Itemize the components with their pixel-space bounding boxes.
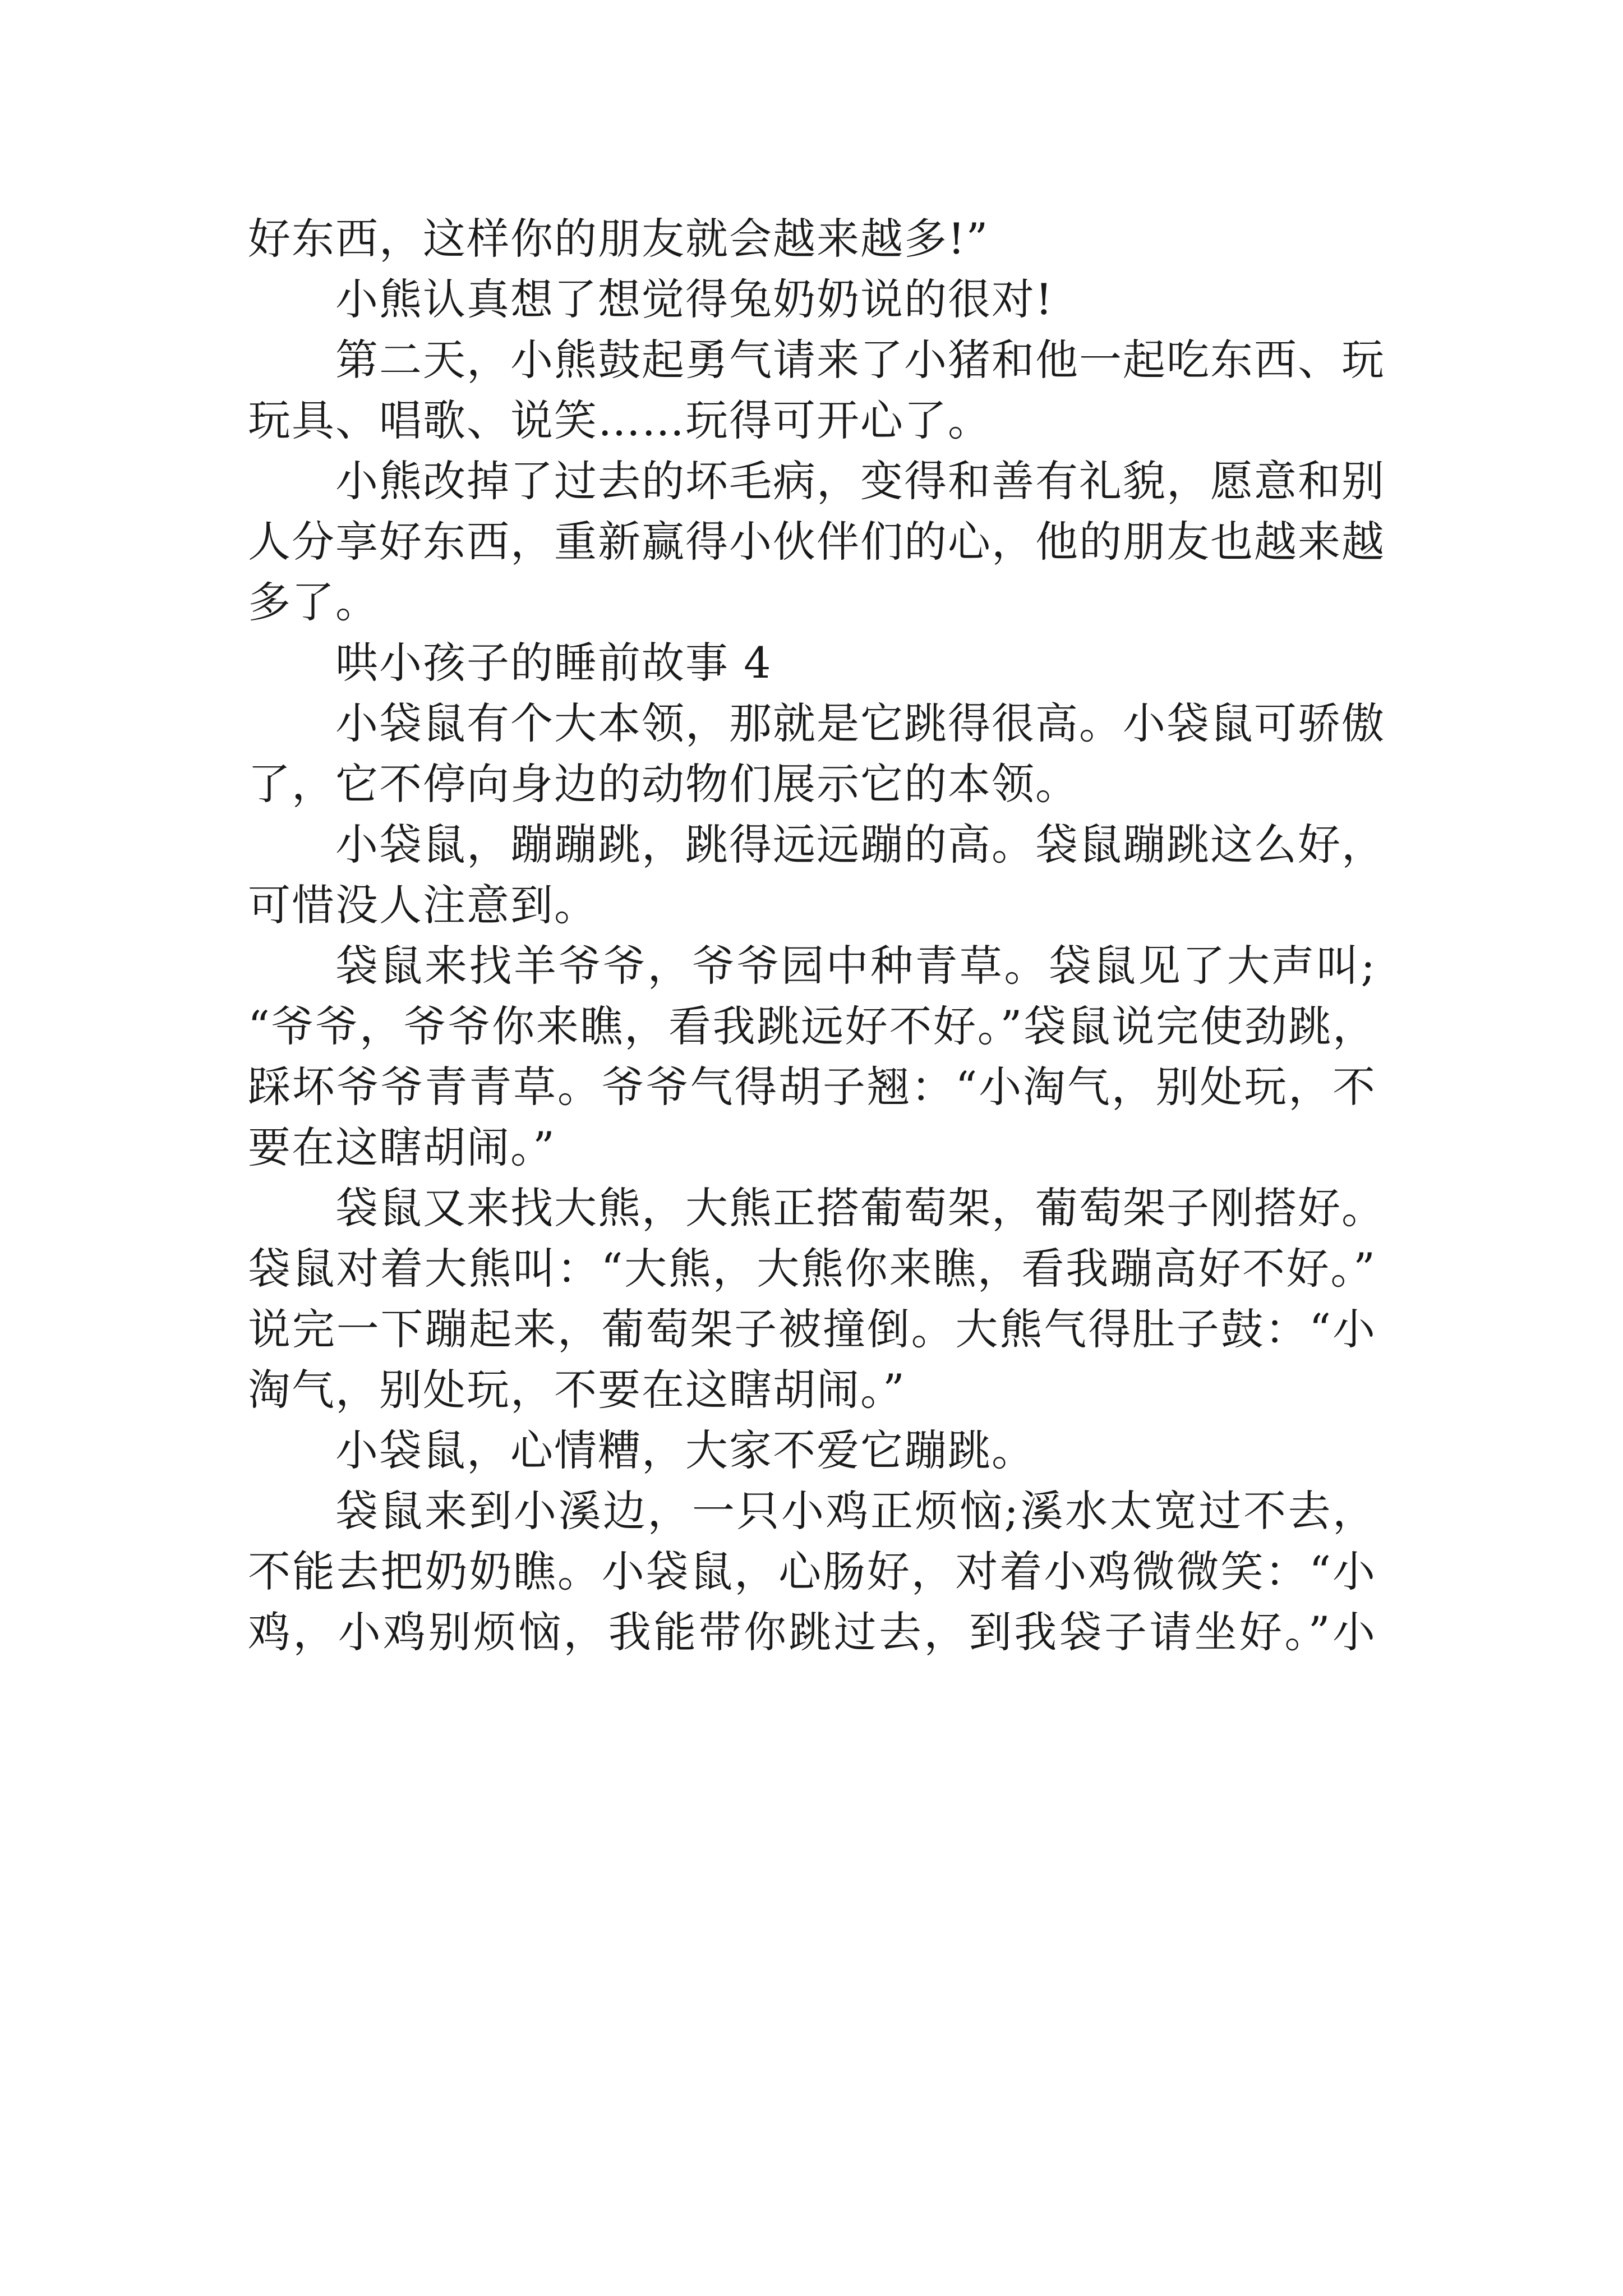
body-text [248,209,1385,1663]
text-line: 第二天，小熊鼓起勇气请来了小猪和他一起吃东西、玩 [335,335,1385,385]
text-line: 踩坏爷爷青青草。爷爷气得胡子翘：“小淘气，别处玩，不 [248,1062,1376,1112]
text-line: 袋鼠对着大熊叫：“大熊，大熊你来瞧，看我蹦高好不好。” [248,1244,1376,1294]
text-line: 玩具、唱歌、说笑……玩得可开心了。 [248,395,992,445]
text-line: 袋鼠又来找大熊，大熊正搭葡萄架，葡萄架子刚搭好。 [335,1183,1385,1233]
text-line: 人分享好东西，重新赢得小伙伴们的心，他的朋友也越来越 [248,517,1385,567]
text-line: 多了。 [248,577,379,627]
text-line: 可惜没人注意到。 [248,880,598,930]
text-line: 淘气，别处玩，不要在这瞎胡闹。” [248,1365,906,1415]
text-line: 鸡，小鸡别烦恼，我能带你跳过去，到我袋子请坐好。”小 [248,1607,1376,1657]
text-line: 袋鼠来到小溪边，一只小鸡正烦恼;溪水太宽过不去， [335,1486,1376,1536]
section-heading: 哄小孩子的睡前故事 4 [335,638,772,688]
text-line: 小袋鼠，心情糟，大家不爱它蹦跳。 [335,1425,1035,1475]
text-line: 袋鼠来找羊爷爷，爷爷园中种青草。袋鼠见了大声叫; [335,941,1376,991]
text-line: 不能去把奶奶瞧。小袋鼠，心肠好，对着小鸡微微笑：“小 [248,1547,1376,1596]
text-line: 要在这瞎胡闹。” [248,1122,556,1172]
text-line: 小熊改掉了过去的坏毛病，变得和善有礼貌，愿意和别 [335,456,1385,506]
text-line: 好东西，这样你的朋友就会越来越多!” [248,214,989,264]
text-line: 小袋鼠，蹦蹦跳，跳得远远蹦的高。袋鼠蹦跳这么好， [335,820,1385,869]
text-line: 小熊认真想了想觉得兔奶奶说的很对! [335,274,1054,324]
text-line: 了，它不停向身边的动物们展示它的本领。 [248,759,1079,809]
text-line: 说完一下蹦起来，葡萄架子被撞倒。大熊气得肚子鼓：“小 [248,1304,1376,1354]
text-line: “爷爷，爷爷你来瞧，看我跳远好不好。”袋鼠说完使劲跳， [248,1001,1376,1051]
text-line: 小袋鼠有个大本领，那就是它跳得很高。小袋鼠可骄傲 [335,698,1385,748]
